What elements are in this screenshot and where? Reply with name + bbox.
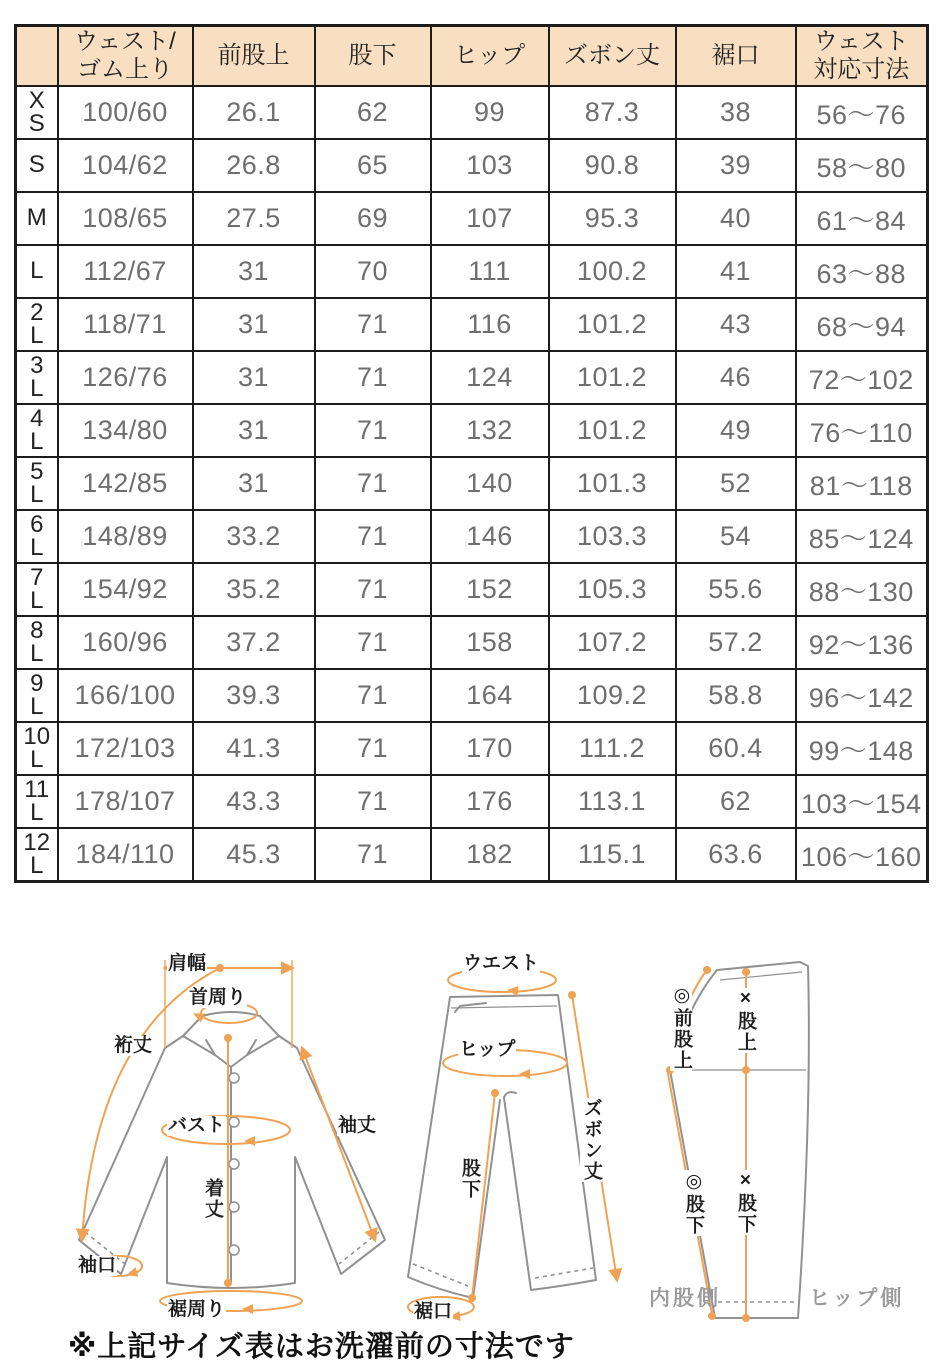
measurement-cell: 101.2 [549,404,676,457]
measurement-cell: 116 [431,298,549,351]
measurement-cell: 35.2 [193,563,315,616]
size-label: 12 L [16,828,58,882]
measurement-cell: 140 [431,457,549,510]
measurement-cell: 31 [193,457,315,510]
measurement-cell: 134/80 [58,404,193,457]
column-header: 裾口 [676,26,796,87]
measurement-cell: 100.2 [549,245,676,298]
measurement-cell: 108/65 [58,192,193,245]
rise-label: ×股上 [734,988,756,1053]
size-row [16,563,928,616]
measurement-cell: 41 [676,245,796,298]
measurement-cell: 57.2 [676,616,796,669]
measurement-cell: 85～124 [796,510,928,563]
pre-wash-note: ※上記サイズ表はお洗濯前の寸法です [68,1331,575,1363]
measurement-cell: 103～154 [796,775,928,828]
measurement-cell: 71 [315,510,431,563]
size-label: 3 L [16,351,58,404]
column-header: 股下 [315,26,431,87]
measurement-cell: 71 [315,404,431,457]
measurement-cell: 71 [315,616,431,669]
measurement-cell: 154/92 [58,563,193,616]
measurement-cell: 105.3 [549,563,676,616]
hip-label: ヒップ [459,1039,516,1060]
size-label: M [16,192,58,245]
measurement-cell: 71 [315,457,431,510]
measurement-cell: 41.3 [193,722,315,775]
size-row [16,245,928,298]
size-row [16,616,928,669]
size-row [16,722,928,775]
measurement-cell: 65 [315,139,431,192]
measurement-cell: 56～76 [796,86,928,139]
measurement-cell: 71 [315,722,431,775]
size-label: 7 L [16,563,58,616]
measurement-cell: 37.2 [193,616,315,669]
measurement-cell: 45.3 [193,828,315,882]
measurement-cell: 81～118 [796,457,928,510]
measurement-cell: 26.8 [193,139,315,192]
measurement-cell: 61～84 [796,192,928,245]
measurement-cell: 148/89 [58,510,193,563]
measurement-cell: 112/67 [58,245,193,298]
side-view-diagram [648,952,910,1327]
measurement-cell: 100/60 [58,86,193,139]
measurement-cell: 72～102 [796,351,928,404]
body-length-label: 着丈 [201,1178,223,1220]
measurement-cell: 113.1 [549,775,676,828]
measurement-cell: 76～110 [796,404,928,457]
size-label: 8 L [16,616,58,669]
measurement-cell: 55.6 [676,563,796,616]
measurement-cell: 31 [193,298,315,351]
measurement-cell: 26.1 [193,86,315,139]
size-label: 5 L [16,457,58,510]
measurement-cell: 63～88 [796,245,928,298]
measurement-cell: 104/62 [58,139,193,192]
size-row [16,510,928,563]
measurement-cell: 62 [315,86,431,139]
front-rise-label: ◎前股上 [670,984,692,1071]
measurement-cell: 71 [315,563,431,616]
measurement-cell: 118/71 [58,298,193,351]
size-row [16,457,928,510]
size-label: S [16,139,58,192]
column-header [16,26,58,87]
size-label: 9 L [16,669,58,722]
measurement-cell: 58～80 [796,139,928,192]
measurement-cell: 68～94 [796,298,928,351]
measurement-cell: 90.8 [549,139,676,192]
measurement-cell: 115.1 [549,828,676,882]
measurement-cell: 95.3 [549,192,676,245]
size-row [16,351,928,404]
column-header: 前股上 [193,26,315,87]
measurement-cell: 184/110 [58,828,193,882]
measurement-cell: 103 [431,139,549,192]
measurement-cell: 126/76 [58,351,193,404]
measurement-cell: 158 [431,616,549,669]
table-body [16,86,928,882]
header-row [16,26,928,87]
measurement-cell: 160/96 [58,616,193,669]
size-row [16,298,928,351]
measurement-cell: 27.5 [193,192,315,245]
size-row [16,669,928,722]
hip-side-label: ヒップ側 [809,1287,905,1310]
side-inseam-b-label: ×股下 [734,1170,756,1235]
measurement-cell: 71 [315,669,431,722]
sleeve-length-label: 袖丈 [338,1115,377,1136]
measurement-cell: 31 [193,245,315,298]
measurement-cell: 71 [315,298,431,351]
size-label: X S [16,86,58,139]
measurement-cell: 99 [431,86,549,139]
measurement-cell: 92～136 [796,616,928,669]
size-row [16,404,928,457]
column-header: ウェスト/ ゴム上り [58,26,193,87]
column-header: ヒップ [431,26,549,87]
measurement-cell: 152 [431,563,549,616]
measurement-cell: 33.2 [193,510,315,563]
measurement-cell: 107.2 [549,616,676,669]
size-label: L [16,245,58,298]
measurement-cell: 111.2 [549,722,676,775]
measurement-cell: 71 [315,351,431,404]
measurement-cell: 132 [431,404,549,457]
measurement-cell: 49 [676,404,796,457]
neck-label: 首周り [189,987,247,1008]
column-header: ウェスト 対応寸法 [796,26,928,87]
pants-line-art [398,952,648,1327]
column-header: ズボン丈 [549,26,676,87]
measurement-cell: 40 [676,192,796,245]
size-label: 2 L [16,298,58,351]
size-row [16,828,928,882]
measurement-cell: 109.2 [549,669,676,722]
measurement-cell: 101.2 [549,298,676,351]
measurement-cell: 39.3 [193,669,315,722]
measurement-cell: 99～148 [796,722,928,775]
measurement-cell: 172/103 [58,722,193,775]
measurement-cell: 111 [431,245,549,298]
pants-diagram [398,952,648,1327]
measurement-cell: 103.3 [549,510,676,563]
hem-around-label: 裾周り [168,1299,226,1320]
shirt-diagram [55,952,415,1327]
hem-opening-label: 裾口 [414,1301,453,1322]
measurement-cell: 101.3 [549,457,676,510]
measurement-cell: 96～142 [796,669,928,722]
yuki-length-label: 裄丈 [114,1035,153,1056]
size-row [16,775,928,828]
size-label: 4 L [16,404,58,457]
size-label: 6 L [16,510,58,563]
measurement-cell: 31 [193,351,315,404]
waist-label: ウエスト [463,953,540,974]
measurement-cell: 107 [431,192,549,245]
size-label: 10 L [16,722,58,775]
measurement-cell: 69 [315,192,431,245]
measurement-cell: 106～160 [796,828,928,882]
size-row [16,86,928,139]
measurement-cell: 38 [676,86,796,139]
measurement-cell: 142/85 [58,457,193,510]
measurement-cell: 52 [676,457,796,510]
cuff-label: 袖口 [78,1255,117,1276]
measurement-cell: 87.3 [549,86,676,139]
measurement-cell: 170 [431,722,549,775]
measurement-cell: 43.3 [193,775,315,828]
size-row [16,192,928,245]
measurement-cell: 58.8 [676,669,796,722]
measurement-cell: 178/107 [58,775,193,828]
measurement-cell: 176 [431,775,549,828]
measurement-cell: 46 [676,351,796,404]
size-row [16,139,928,192]
side-inseam-a-label: ◎股下 [682,1170,704,1236]
measurement-cell: 60.4 [676,722,796,775]
measurement-cell: 164 [431,669,549,722]
shoulder-width-label: 肩幅 [168,953,207,974]
measurement-cell: 88～130 [796,563,928,616]
measurement-cell: 70 [315,245,431,298]
bust-label: バスト [168,1115,226,1136]
size-table [14,24,929,883]
measurement-cell: 31 [193,404,315,457]
measurement-cell: 124 [431,351,549,404]
inseam-label: 股下 [458,1158,480,1200]
measurement-cell: 63.6 [676,828,796,882]
measurement-cell: 166/100 [58,669,193,722]
size-label: 11 L [16,775,58,828]
measurement-cell: 182 [431,828,549,882]
measurement-cell: 62 [676,775,796,828]
measurement-cell: 101.2 [549,351,676,404]
measurement-cell: 71 [315,828,431,882]
measurement-cell: 71 [315,775,431,828]
measurement-cell: 43 [676,298,796,351]
measurement-diagrams [0,952,940,1330]
pants-length-label: ズボン丈 [580,1098,602,1182]
inner-thigh-side-label: 内股側 [649,1287,721,1310]
measurement-cell: 39 [676,139,796,192]
measurement-cell: 54 [676,510,796,563]
measurement-cell: 146 [431,510,549,563]
